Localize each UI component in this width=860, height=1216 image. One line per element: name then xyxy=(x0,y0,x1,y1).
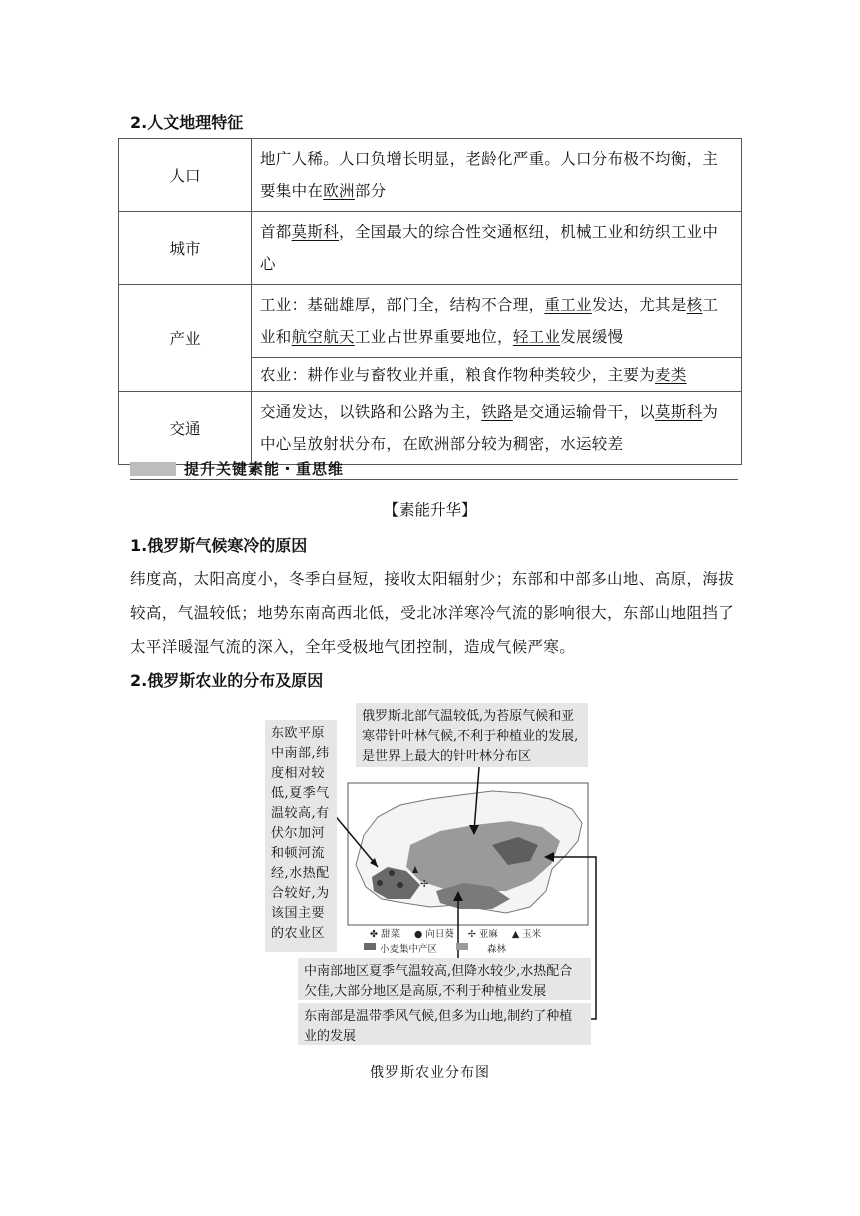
section-heading-human-geography: 2.人文地理特征 xyxy=(130,113,244,132)
heading-agriculture-distribution: 2.俄罗斯农业的分布及原因 xyxy=(130,671,324,690)
row-value-industry-agriculture: 农业：耕作业与畜牧业并重，粮食作物种类较少，主要为麦类 xyxy=(252,358,742,392)
sunflower-icon xyxy=(377,880,383,886)
row-value-industry-manufacturing: 工业：基础雄厚，部门全，结构不合理，重工业发达，尤其是核工业和航空航天工业占世界重要地位，轻工业发展缓慢 xyxy=(252,285,742,358)
table-row xyxy=(119,285,742,358)
human-geography-table xyxy=(118,138,742,465)
callout-east-european-plain: 东欧平原中南部,纬度相对较低,夏季气温较高,有伏尔加河和顿河流经,水热配合较好,为该国主要的农业区 xyxy=(265,720,337,952)
row-value-transport: 交通发达，以铁路和公路为主，铁路是交通运输骨干，以莫斯科为中心呈放射状分布，在欧洲部分较为稠密，水运较差 xyxy=(252,392,742,465)
section-banner-title: 提升关键素能・重思维 xyxy=(184,460,345,478)
beet-icon xyxy=(397,882,403,888)
callout-south-central: 中南部地区夏季气温较高,但降水较少,水热配合欠佳,大部分地区是高原,不利于种植业发展 xyxy=(298,958,591,1000)
legend-sunflower: ● 向日葵 xyxy=(414,929,454,940)
row-key-industry: 产业 xyxy=(119,285,252,392)
table-row xyxy=(119,392,742,465)
legend-wheat: 小麦集中产区 xyxy=(380,944,438,955)
row-key-transport: 交通 xyxy=(119,392,252,465)
legend-corn: ▲ 玉米 xyxy=(511,929,542,940)
table-row xyxy=(119,139,742,212)
legend-flax: ✢ 亚麻 xyxy=(467,929,498,940)
banner-gray-block xyxy=(130,462,176,476)
table-row xyxy=(119,212,742,285)
flax-icon: ✢ xyxy=(420,879,429,890)
climate-paragraph: 纬度高，太阳高度小，冬季白昼短，接收太阳辐射少；东部和中部多山地、高原，海拔较高，气温较低；地势东南高西北低，受北冰洋寒冷气流的影响很大，东部山地阻挡了太平洋暖湿气流的深入，全年受极地气团控制，造成气候严寒。 xyxy=(130,570,735,656)
heading-climate-reasons: 1.俄罗斯气候寒冷的原因 xyxy=(130,536,308,555)
subsection-title: 【素能升华】 xyxy=(383,501,477,519)
figure-caption: 俄罗斯农业分布图 xyxy=(370,1065,490,1081)
row-value-city: 首都莫斯科，全国最大的综合性交通枢纽，机械工业和纺织工业中心 xyxy=(252,212,742,285)
keyword-underlined: 莫斯科 xyxy=(291,223,340,241)
callout-north: 俄罗斯北部气温较低,为苔原气候和亚寒带针叶林气候,不利于种植业的发展,是世界上最大的针叶林分布区 xyxy=(356,703,588,767)
banner-divider xyxy=(130,479,738,480)
row-key-population: 人口 xyxy=(119,139,252,212)
section-banner xyxy=(130,458,738,480)
row-value-population: 地广人稀。人口负增长明显，老龄化严重。人口分布极不均衡，主要集中在欧洲部分 xyxy=(252,139,742,212)
sunflower-icon xyxy=(389,870,395,876)
row-key-city: 城市 xyxy=(119,212,252,285)
callout-southeast: 东南部是温带季风气候,但多为山地,制约了种植业的发展 xyxy=(298,1003,591,1045)
keyword-underlined: 欧洲 xyxy=(323,182,355,200)
legend-forest: 森林 xyxy=(487,944,507,955)
legend-beet: ✤ 甜菜 xyxy=(370,929,400,940)
map-legend xyxy=(358,928,586,956)
